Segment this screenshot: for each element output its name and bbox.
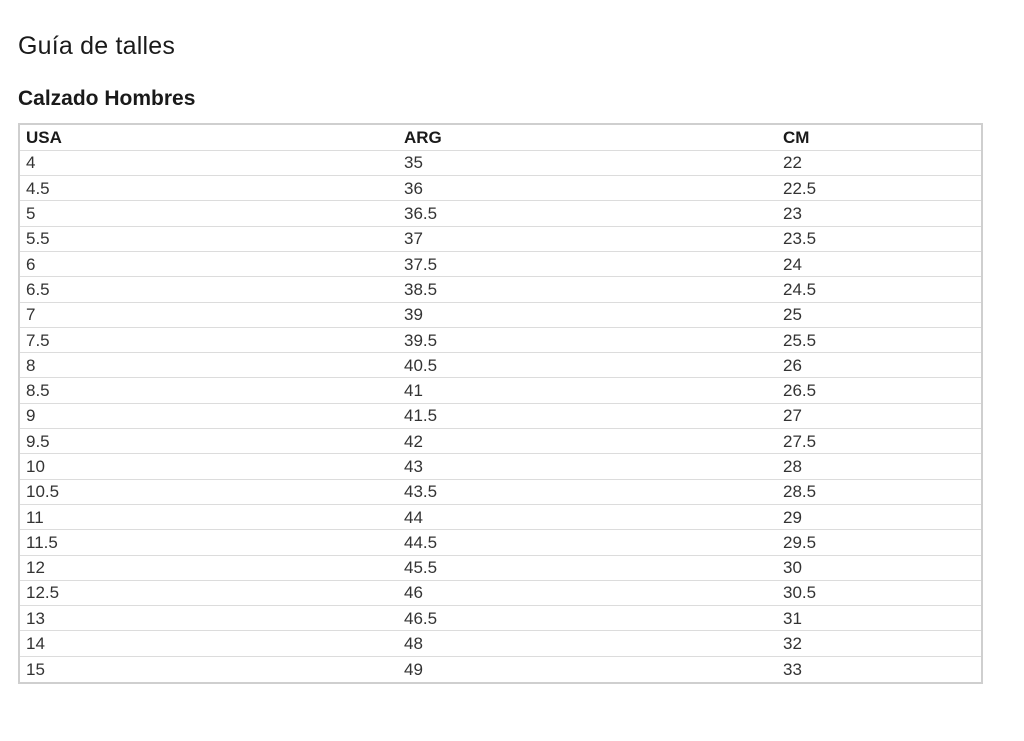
cell-arg: 35 bbox=[398, 150, 777, 175]
cell-arg: 40.5 bbox=[398, 353, 777, 378]
table-row bbox=[20, 530, 981, 555]
cell-cm: 22.5 bbox=[777, 176, 981, 201]
cell-cm: 30 bbox=[777, 555, 981, 580]
size-chart-table bbox=[20, 125, 981, 682]
cell-cm: 29.5 bbox=[777, 530, 981, 555]
cell-cm: 29 bbox=[777, 504, 981, 529]
table-row bbox=[20, 580, 981, 605]
cell-arg: 44.5 bbox=[398, 530, 777, 555]
table-row bbox=[20, 302, 981, 327]
table-row bbox=[20, 277, 981, 302]
cell-usa: 6 bbox=[20, 251, 398, 276]
cell-cm: 25.5 bbox=[777, 327, 981, 352]
cell-cm: 25 bbox=[777, 302, 981, 327]
cell-arg: 42 bbox=[398, 429, 777, 454]
table-row bbox=[20, 606, 981, 631]
table-row bbox=[20, 454, 981, 479]
table-header-row bbox=[20, 125, 981, 150]
cell-usa: 9 bbox=[20, 403, 398, 428]
cell-cm: 22 bbox=[777, 150, 981, 175]
table-row bbox=[20, 631, 981, 656]
cell-usa: 6.5 bbox=[20, 277, 398, 302]
cell-arg: 48 bbox=[398, 631, 777, 656]
cell-cm: 28.5 bbox=[777, 479, 981, 504]
cell-arg: 36.5 bbox=[398, 201, 777, 226]
cell-usa: 7.5 bbox=[20, 327, 398, 352]
cell-cm: 30.5 bbox=[777, 580, 981, 605]
table-row bbox=[20, 429, 981, 454]
table-row bbox=[20, 479, 981, 504]
table-row bbox=[20, 201, 981, 226]
cell-arg: 46.5 bbox=[398, 606, 777, 631]
cell-usa: 10.5 bbox=[20, 479, 398, 504]
cell-usa: 5.5 bbox=[20, 226, 398, 251]
column-header-cm: CM bbox=[777, 125, 981, 150]
cell-usa: 12 bbox=[20, 555, 398, 580]
cell-cm: 28 bbox=[777, 454, 981, 479]
cell-arg: 38.5 bbox=[398, 277, 777, 302]
cell-cm: 24 bbox=[777, 251, 981, 276]
table-row bbox=[20, 176, 981, 201]
cell-usa: 4 bbox=[20, 150, 398, 175]
cell-usa: 14 bbox=[20, 631, 398, 656]
table-row bbox=[20, 656, 981, 681]
table-row bbox=[20, 555, 981, 580]
section-title: Calzado Hombres bbox=[18, 87, 196, 110]
table-row bbox=[20, 251, 981, 276]
table-row bbox=[20, 226, 981, 251]
cell-cm: 24.5 bbox=[777, 277, 981, 302]
cell-arg: 44 bbox=[398, 504, 777, 529]
cell-arg: 39.5 bbox=[398, 327, 777, 352]
cell-usa: 5 bbox=[20, 201, 398, 226]
cell-arg: 37.5 bbox=[398, 251, 777, 276]
cell-cm: 26.5 bbox=[777, 378, 981, 403]
cell-cm: 23 bbox=[777, 201, 981, 226]
cell-cm: 31 bbox=[777, 606, 981, 631]
cell-arg: 49 bbox=[404, 659, 423, 679]
cell-arg: 36 bbox=[398, 176, 777, 201]
cell-cm: 27.5 bbox=[777, 429, 981, 454]
cell-usa: 9.5 bbox=[20, 429, 398, 454]
cell-cm: 27 bbox=[777, 403, 981, 428]
size-chart-table-container bbox=[18, 123, 983, 684]
cell-usa: 7 bbox=[20, 302, 398, 327]
cell-usa: 13 bbox=[20, 606, 398, 631]
cell-arg: 37 bbox=[398, 226, 777, 251]
cell-usa: 11.5 bbox=[20, 530, 398, 555]
cell-usa: 8 bbox=[20, 353, 398, 378]
cell-arg: 39 bbox=[398, 302, 777, 327]
cell-usa: 10 bbox=[20, 454, 398, 479]
cell-arg: 41 bbox=[398, 378, 777, 403]
table-row bbox=[20, 150, 981, 175]
column-header-usa: USA bbox=[20, 125, 398, 150]
cell-usa: 12.5 bbox=[20, 580, 398, 605]
table-row bbox=[20, 403, 981, 428]
table-row bbox=[20, 504, 981, 529]
cell-cm: 23.5 bbox=[777, 226, 981, 251]
table-row bbox=[20, 378, 981, 403]
cell-usa: 15 bbox=[26, 659, 45, 679]
cell-cm: 26 bbox=[777, 353, 981, 378]
cell-arg: 43.5 bbox=[398, 479, 777, 504]
cell-arg: 46 bbox=[398, 580, 777, 605]
table-row bbox=[20, 327, 981, 352]
table-row bbox=[20, 353, 981, 378]
cell-arg: 41.5 bbox=[398, 403, 777, 428]
cell-usa: 8.5 bbox=[20, 378, 398, 403]
cell-usa: 11 bbox=[20, 504, 398, 529]
table-body bbox=[20, 150, 981, 681]
cell-usa: 4.5 bbox=[20, 176, 398, 201]
cell-cm: 33 bbox=[783, 659, 802, 679]
cell-cm: 32 bbox=[777, 631, 981, 656]
cell-arg: 45.5 bbox=[398, 555, 777, 580]
page-title: Guía de talles bbox=[18, 32, 176, 60]
column-header-arg: ARG bbox=[398, 125, 777, 150]
cell-arg: 43 bbox=[398, 454, 777, 479]
